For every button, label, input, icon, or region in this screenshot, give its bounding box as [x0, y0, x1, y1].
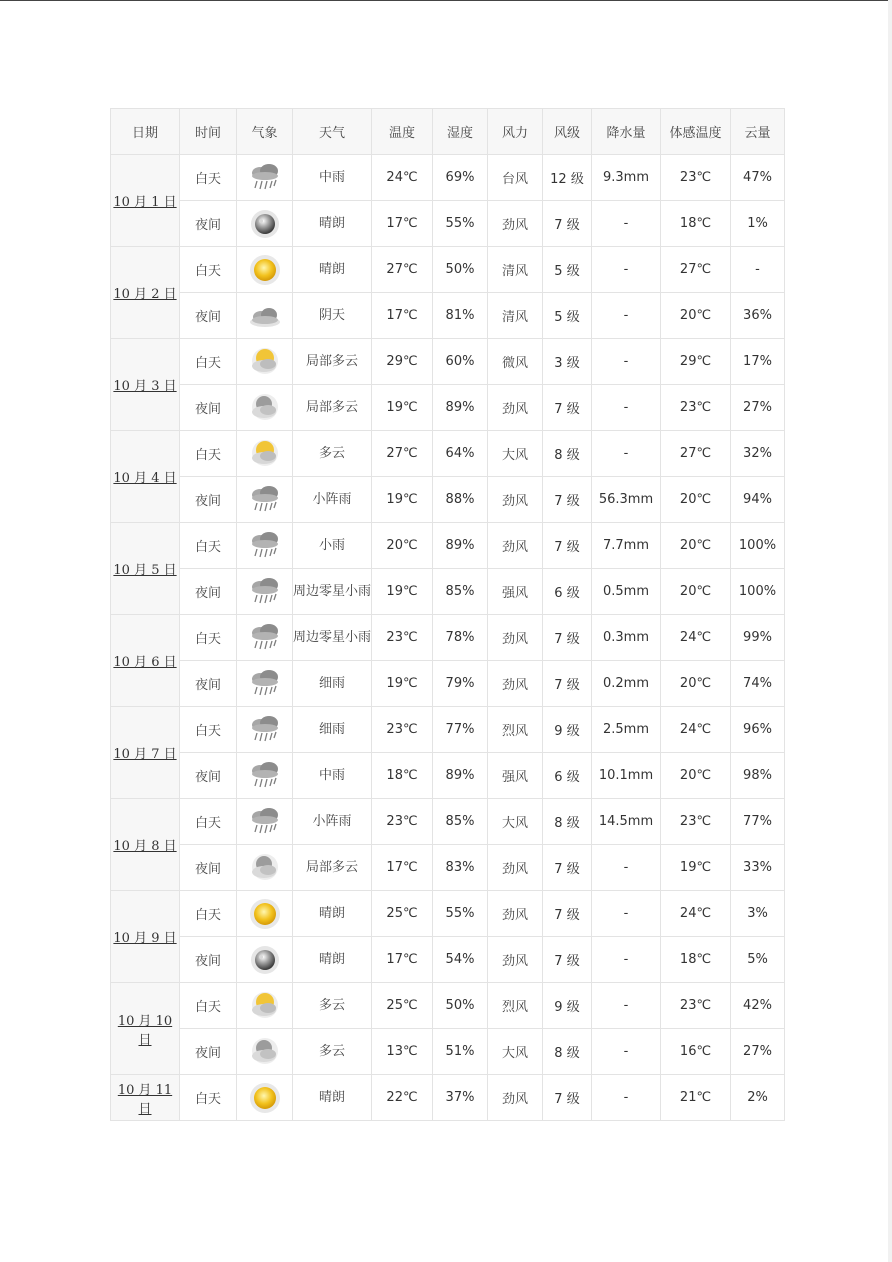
icon-cell [237, 385, 293, 431]
wind-level-cell: 7 级 [543, 385, 592, 431]
temperature-cell: 19℃ [372, 661, 433, 707]
wind-cell: 强风 [488, 753, 543, 799]
cloud-cell: 17% [731, 339, 785, 385]
humidity-cell: 88% [433, 477, 488, 523]
wind-level-cell: 6 级 [543, 569, 592, 615]
wind-cell: 劲风 [488, 477, 543, 523]
temperature-cell: 19℃ [372, 569, 433, 615]
precipitation-cell: - [592, 339, 661, 385]
temperature-cell: 17℃ [372, 293, 433, 339]
feels-like-cell: 16℃ [661, 1029, 731, 1075]
cloud-cell: 36% [731, 293, 785, 339]
cloud-cell: 94% [731, 477, 785, 523]
feels-like-cell: 24℃ [661, 615, 731, 661]
date-cell[interactable]: 10 月 10 日 [111, 983, 180, 1075]
table-row [111, 523, 785, 569]
precipitation-cell: 9.3mm [592, 155, 661, 201]
feels-like-cell: 20℃ [661, 293, 731, 339]
humidity-cell: 89% [433, 385, 488, 431]
icon-cell [237, 661, 293, 707]
wind-level-cell: 9 级 [543, 983, 592, 1029]
wind-cell: 劲风 [488, 615, 543, 661]
date-cell[interactable]: 10 月 3 日 [111, 339, 180, 431]
table-row [111, 155, 785, 201]
weather-cell: 多云 [293, 431, 372, 477]
weather-cell: 阴天 [293, 293, 372, 339]
rain-icon [237, 161, 292, 195]
feels-like-cell: 21℃ [661, 1075, 731, 1121]
rain-icon [237, 805, 292, 839]
temperature-cell: 29℃ [372, 339, 433, 385]
precipitation-cell: 2.5mm [592, 707, 661, 753]
weather-cell: 细雨 [293, 661, 372, 707]
cloud-cell: 74% [731, 661, 785, 707]
date-cell[interactable]: 10 月 6 日 [111, 615, 180, 707]
precipitation-cell: 10.1mm [592, 753, 661, 799]
weather-cell: 晴朗 [293, 201, 372, 247]
time-cell: 夜间 [180, 293, 237, 339]
wind-level-cell: 7 级 [543, 845, 592, 891]
precipitation-cell: - [592, 293, 661, 339]
header-time: 时间 [180, 109, 237, 155]
wind-level-cell: 7 级 [543, 937, 592, 983]
temperature-cell: 25℃ [372, 891, 433, 937]
wind-cell: 劲风 [488, 891, 543, 937]
weather-cell: 晴朗 [293, 247, 372, 293]
humidity-cell: 77% [433, 707, 488, 753]
precipitation-cell: 0.5mm [592, 569, 661, 615]
wind-cell: 劲风 [488, 845, 543, 891]
wind-level-cell: 5 级 [543, 293, 592, 339]
wind-level-cell: 5 级 [543, 247, 592, 293]
cloud-cell: 2% [731, 1075, 785, 1121]
precipitation-cell: - [592, 201, 661, 247]
temperature-cell: 17℃ [372, 201, 433, 247]
feels-like-cell: 20℃ [661, 477, 731, 523]
time-cell: 夜间 [180, 477, 237, 523]
humidity-cell: 78% [433, 615, 488, 661]
icon-cell [237, 1075, 293, 1121]
weather-cell: 多云 [293, 983, 372, 1029]
precipitation-cell: - [592, 1029, 661, 1075]
page-right-edge [888, 0, 892, 1262]
precipitation-cell: - [592, 937, 661, 983]
rain-icon [237, 621, 292, 655]
time-cell: 夜间 [180, 753, 237, 799]
feels-like-cell: 24℃ [661, 707, 731, 753]
wind-cell: 强风 [488, 569, 543, 615]
precipitation-cell: 56.3mm [592, 477, 661, 523]
date-cell[interactable]: 10 月 8 日 [111, 799, 180, 891]
icon-cell [237, 983, 293, 1029]
header-humidity: 湿度 [433, 109, 488, 155]
temperature-cell: 17℃ [372, 845, 433, 891]
weather-forecast-table [110, 108, 785, 1121]
wind-cell: 劲风 [488, 661, 543, 707]
wind-cell: 台风 [488, 155, 543, 201]
temperature-cell: 23℃ [372, 799, 433, 845]
partly-cloudy-day-icon [237, 345, 292, 379]
feels-like-cell: 19℃ [661, 845, 731, 891]
cloud-cell: 98% [731, 753, 785, 799]
wind-level-cell: 7 级 [543, 661, 592, 707]
humidity-cell: 54% [433, 937, 488, 983]
wind-cell: 清风 [488, 293, 543, 339]
wind-cell: 劲风 [488, 385, 543, 431]
cloud-cell: 5% [731, 937, 785, 983]
feels-like-cell: 23℃ [661, 385, 731, 431]
icon-cell [237, 431, 293, 477]
temperature-cell: 27℃ [372, 247, 433, 293]
wind-level-cell: 12 级 [543, 155, 592, 201]
temperature-cell: 13℃ [372, 1029, 433, 1075]
weather-cell: 小阵雨 [293, 799, 372, 845]
cloud-cell: 47% [731, 155, 785, 201]
header-cloud: 云量 [731, 109, 785, 155]
table-row [111, 615, 785, 661]
time-cell: 白天 [180, 707, 237, 753]
wind-level-cell: 7 级 [543, 477, 592, 523]
rain-icon [237, 575, 292, 609]
wind-level-cell: 6 级 [543, 753, 592, 799]
temperature-cell: 17℃ [372, 937, 433, 983]
icon-cell [237, 477, 293, 523]
time-cell: 夜间 [180, 661, 237, 707]
wind-level-cell: 8 级 [543, 431, 592, 477]
cloud-cell: 33% [731, 845, 785, 891]
humidity-cell: 81% [433, 293, 488, 339]
icon-cell [237, 293, 293, 339]
feels-like-cell: 20℃ [661, 569, 731, 615]
temperature-cell: 19℃ [372, 477, 433, 523]
date-cell[interactable]: 10 月 5 日 [111, 523, 180, 615]
icon-cell [237, 339, 293, 385]
weather-cell: 局部多云 [293, 845, 372, 891]
time-cell: 白天 [180, 247, 237, 293]
cloud-cell: 42% [731, 983, 785, 1029]
temperature-cell: 27℃ [372, 431, 433, 477]
header-weather: 天气 [293, 109, 372, 155]
table-row [111, 891, 785, 937]
wind-cell: 微风 [488, 339, 543, 385]
wind-cell: 劲风 [488, 1075, 543, 1121]
cloud-cell: 1% [731, 201, 785, 247]
time-cell: 白天 [180, 431, 237, 477]
feels-like-cell: 23℃ [661, 983, 731, 1029]
rain-icon [237, 529, 292, 563]
icon-cell [237, 891, 293, 937]
sun-icon [237, 253, 292, 287]
partly-cloudy-night-icon [237, 1035, 292, 1069]
time-cell: 夜间 [180, 845, 237, 891]
wind-cell: 大风 [488, 1029, 543, 1075]
weather-cell: 晴朗 [293, 891, 372, 937]
table-row [111, 339, 785, 385]
temperature-cell: 24℃ [372, 155, 433, 201]
weather-cell: 细雨 [293, 707, 372, 753]
weather-cell: 晴朗 [293, 937, 372, 983]
precipitation-cell: - [592, 845, 661, 891]
wind-level-cell: 7 级 [543, 201, 592, 247]
wind-cell: 清风 [488, 247, 543, 293]
page-top-border [0, 0, 892, 1]
weather-cell: 周边零星小雨 [293, 615, 372, 661]
rain-icon [237, 759, 292, 793]
icon-cell [237, 845, 293, 891]
time-cell: 白天 [180, 339, 237, 385]
weather-cell: 周边零星小雨 [293, 569, 372, 615]
wind-cell: 大风 [488, 431, 543, 477]
wind-cell: 劲风 [488, 201, 543, 247]
feels-like-cell: 23℃ [661, 155, 731, 201]
wind-cell: 烈风 [488, 983, 543, 1029]
wind-level-cell: 8 级 [543, 1029, 592, 1075]
cloud-cell: 27% [731, 385, 785, 431]
rain-icon [237, 483, 292, 517]
date-cell[interactable]: 10 月 9 日 [111, 891, 180, 983]
header-wind-level: 风级 [543, 109, 592, 155]
table-row [111, 385, 785, 431]
cloud-cell: 100% [731, 523, 785, 569]
temperature-cell: 23℃ [372, 707, 433, 753]
icon-cell [237, 523, 293, 569]
temperature-cell: 23℃ [372, 615, 433, 661]
temperature-cell: 19℃ [372, 385, 433, 431]
cloud-cell: 3% [731, 891, 785, 937]
partly-cloudy-night-icon [237, 851, 292, 885]
partly-cloudy-day-icon [237, 989, 292, 1023]
table-row [111, 293, 785, 339]
feels-like-cell: 20℃ [661, 523, 731, 569]
cloud-cell: 99% [731, 615, 785, 661]
icon-cell [237, 799, 293, 845]
wind-level-cell: 7 级 [543, 523, 592, 569]
date-cell[interactable]: 10 月 4 日 [111, 431, 180, 523]
moon-icon [237, 943, 292, 977]
rain-icon [237, 713, 292, 747]
wind-level-cell: 7 级 [543, 891, 592, 937]
table-row [111, 201, 785, 247]
humidity-cell: 85% [433, 799, 488, 845]
weather-cell: 小阵雨 [293, 477, 372, 523]
precipitation-cell: - [592, 385, 661, 431]
temperature-cell: 25℃ [372, 983, 433, 1029]
sun-icon [237, 897, 292, 931]
wind-level-cell: 9 级 [543, 707, 592, 753]
wind-cell: 劲风 [488, 937, 543, 983]
feels-like-cell: 20℃ [661, 661, 731, 707]
humidity-cell: 50% [433, 247, 488, 293]
humidity-cell: 89% [433, 523, 488, 569]
date-cell[interactable]: 10 月 11 日 [111, 1075, 180, 1121]
precipitation-cell: - [592, 1075, 661, 1121]
precipitation-cell: 14.5mm [592, 799, 661, 845]
weather-cell: 局部多云 [293, 385, 372, 431]
moon-icon [237, 207, 292, 241]
wind-cell: 劲风 [488, 523, 543, 569]
temperature-cell: 18℃ [372, 753, 433, 799]
weather-cell: 中雨 [293, 155, 372, 201]
feels-like-cell: 27℃ [661, 247, 731, 293]
precipitation-cell: - [592, 431, 661, 477]
precipitation-cell: 7.7mm [592, 523, 661, 569]
time-cell: 夜间 [180, 569, 237, 615]
table-row [111, 753, 785, 799]
feels-like-cell: 18℃ [661, 937, 731, 983]
time-cell: 白天 [180, 615, 237, 661]
table-row [111, 707, 785, 753]
wind-level-cell: 7 级 [543, 1075, 592, 1121]
humidity-cell: 55% [433, 891, 488, 937]
feels-like-cell: 29℃ [661, 339, 731, 385]
humidity-cell: 50% [433, 983, 488, 1029]
cloud-cell: 32% [731, 431, 785, 477]
overcast-icon [237, 299, 292, 333]
time-cell: 夜间 [180, 385, 237, 431]
precipitation-cell: - [592, 891, 661, 937]
humidity-cell: 55% [433, 201, 488, 247]
cloud-cell: 27% [731, 1029, 785, 1075]
partly-cloudy-day-icon [237, 437, 292, 471]
table-row [111, 937, 785, 983]
feels-like-cell: 23℃ [661, 799, 731, 845]
humidity-cell: 79% [433, 661, 488, 707]
feels-like-cell: 18℃ [661, 201, 731, 247]
date-cell[interactable]: 10 月 7 日 [111, 707, 180, 799]
icon-cell [237, 201, 293, 247]
table-row [111, 431, 785, 477]
time-cell: 白天 [180, 891, 237, 937]
header-feels-like: 体感温度 [661, 109, 731, 155]
feels-like-cell: 27℃ [661, 431, 731, 477]
humidity-cell: 37% [433, 1075, 488, 1121]
wind-cell: 大风 [488, 799, 543, 845]
icon-cell [237, 753, 293, 799]
header-temperature: 温度 [372, 109, 433, 155]
temperature-cell: 20℃ [372, 523, 433, 569]
feels-like-cell: 24℃ [661, 891, 731, 937]
weather-cell: 晴朗 [293, 1075, 372, 1121]
time-cell: 夜间 [180, 1029, 237, 1075]
time-cell: 夜间 [180, 937, 237, 983]
cloud-cell: 96% [731, 707, 785, 753]
time-cell: 白天 [180, 523, 237, 569]
cloud-cell: 100% [731, 569, 785, 615]
humidity-cell: 64% [433, 431, 488, 477]
icon-cell [237, 615, 293, 661]
partly-cloudy-night-icon [237, 391, 292, 425]
humidity-cell: 51% [433, 1029, 488, 1075]
icon-cell [237, 569, 293, 615]
rain-icon [237, 667, 292, 701]
icon-cell [237, 247, 293, 293]
table-header-row [111, 109, 785, 155]
header-wind: 风力 [488, 109, 543, 155]
wind-level-cell: 8 级 [543, 799, 592, 845]
wind-level-cell: 7 级 [543, 615, 592, 661]
precipitation-cell: - [592, 983, 661, 1029]
feels-like-cell: 20℃ [661, 753, 731, 799]
humidity-cell: 83% [433, 845, 488, 891]
header-date: 日期 [111, 109, 180, 155]
time-cell: 白天 [180, 1075, 237, 1121]
humidity-cell: 69% [433, 155, 488, 201]
precipitation-cell: 0.2mm [592, 661, 661, 707]
date-cell[interactable]: 10 月 2 日 [111, 247, 180, 339]
icon-cell [237, 1029, 293, 1075]
table-row [111, 845, 785, 891]
header-precipitation: 降水量 [592, 109, 661, 155]
date-cell[interactable]: 10 月 1 日 [111, 155, 180, 247]
table-row [111, 983, 785, 1029]
icon-cell [237, 707, 293, 753]
table-row [111, 661, 785, 707]
weather-cell: 局部多云 [293, 339, 372, 385]
table-row [111, 247, 785, 293]
time-cell: 夜间 [180, 201, 237, 247]
icon-cell [237, 155, 293, 201]
time-cell: 白天 [180, 983, 237, 1029]
sun-icon [237, 1081, 292, 1115]
humidity-cell: 85% [433, 569, 488, 615]
humidity-cell: 60% [433, 339, 488, 385]
precipitation-cell: - [592, 247, 661, 293]
humidity-cell: 89% [433, 753, 488, 799]
weather-cell: 多云 [293, 1029, 372, 1075]
icon-cell [237, 937, 293, 983]
time-cell: 白天 [180, 155, 237, 201]
table-row [111, 477, 785, 523]
weather-cell: 小雨 [293, 523, 372, 569]
header-icon: 气象 [237, 109, 293, 155]
time-cell: 白天 [180, 799, 237, 845]
cloud-cell: - [731, 247, 785, 293]
weather-cell: 中雨 [293, 753, 372, 799]
wind-level-cell: 3 级 [543, 339, 592, 385]
cloud-cell: 77% [731, 799, 785, 845]
precipitation-cell: 0.3mm [592, 615, 661, 661]
wind-cell: 烈风 [488, 707, 543, 753]
temperature-cell: 22℃ [372, 1075, 433, 1121]
table-row [111, 569, 785, 615]
table-row [111, 799, 785, 845]
table-row [111, 1075, 785, 1121]
table-row [111, 1029, 785, 1075]
